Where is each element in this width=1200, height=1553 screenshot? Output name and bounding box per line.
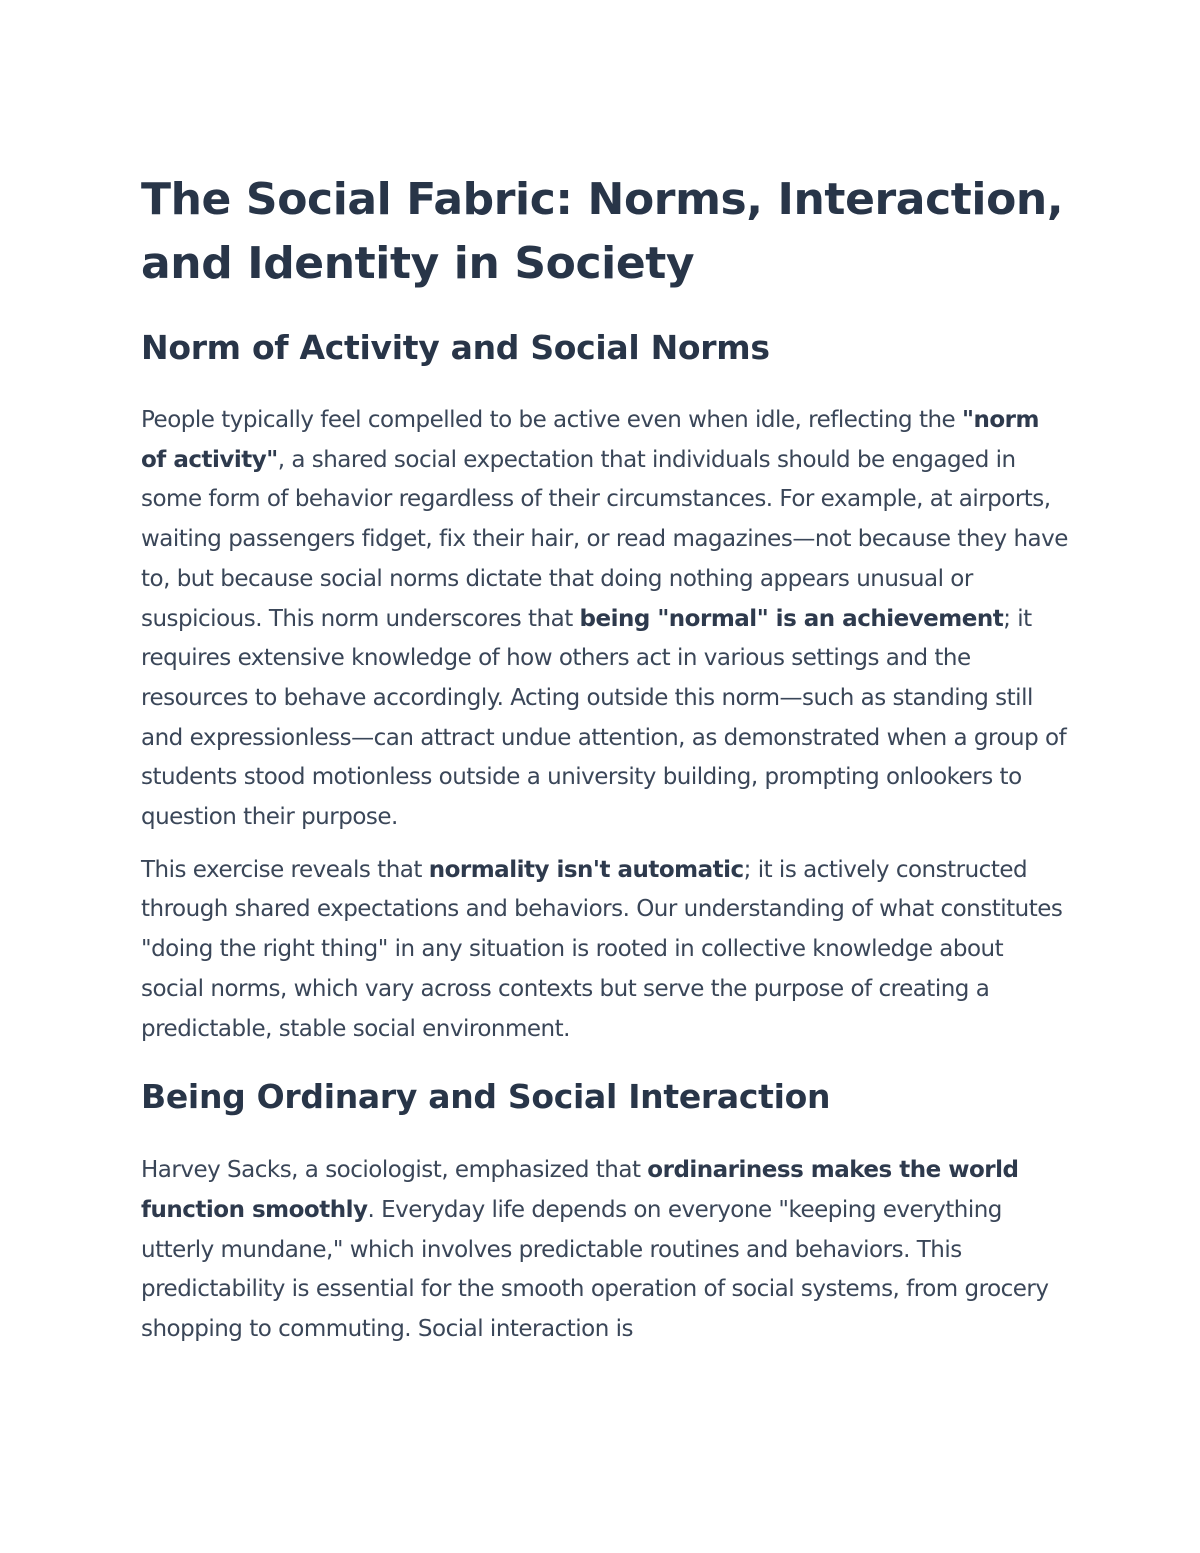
paragraph-norm-of-activity (141, 401, 1071, 838)
bold-phrase-ordinariness: ordinariness makes the world function smoothly (141, 1157, 1019, 1223)
text-run: , a shared social expectation that individuals should be engaged in some form of behavior regardless of their circumstances. For example, at airports, waiting passengers fidget, fix their hair, or read magazines—not because they have to, but because social norms dictate that doing nothing appears unusual or suspicious. This norm underscores that (141, 446, 1068, 632)
section-heading-being-ordinary: Being Ordinary and Social Interaction (141, 1077, 831, 1117)
text-run: . Everyday life depends on everyone "keeping everything utterly mundane," which involves predictable routines and behaviors. This predictability is essential for the smooth operation of social systems, from grocery shopping to commuting. Social interaction is (141, 1196, 1049, 1343)
text-run: Harvey Sacks, a sociologist, emphasized that (141, 1157, 648, 1184)
text-run: ; it requires extensive knowledge of how others act in various settings and the resources to behave accordingly. Acting outside this norm—such as standing still and expressionless—can attract undue attention, as demonstrated when a group of students stood motionless outside a university building, prompting onlookers to question their purpose. (141, 605, 1067, 831)
text-run: People typically feel compelled to be active even when idle, reflecting the (141, 407, 962, 433)
bold-phrase-being-normal: being "normal" is an achievement (579, 605, 1004, 632)
bold-phrase-normality: normality isn't automatic (428, 856, 744, 883)
bold-phrase-norm-of-activity: "norm of activity" (141, 407, 1039, 473)
paragraph-normality (141, 851, 1071, 1050)
text-run: This exercise reveals that (141, 856, 429, 883)
text-run: ; it is actively constructed through shared expectations and behaviors. Our understanding of what constitutes "doing the right thing" in any situation is rooted in collective knowledge about social norms, which vary across contexts but serve the purpose of creating a predictable, stable social environment. (141, 856, 1063, 1042)
paragraph-harvey-sacks (141, 1151, 1071, 1350)
document-title: The Social Fabric: Norms, Interaction, and Identity in Society (141, 174, 1064, 289)
section-heading-norm-of-activity: Norm of Activity and Social Norms (141, 328, 770, 367)
document-page (141, 168, 1071, 1350)
